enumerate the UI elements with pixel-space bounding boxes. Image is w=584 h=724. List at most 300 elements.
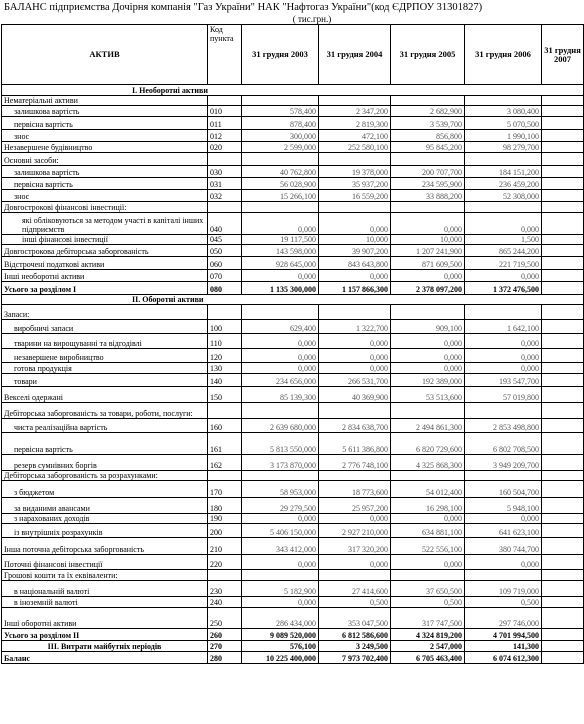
cell-value: 641 623,100 bbox=[465, 524, 542, 538]
row-label: Усього за розділом I bbox=[2, 282, 208, 295]
row-label: первісна вартість bbox=[2, 178, 208, 190]
cell-value bbox=[319, 153, 391, 166]
table-row bbox=[2, 403, 584, 419]
cell-value bbox=[319, 570, 391, 581]
cell-value: 0,500 bbox=[391, 597, 465, 608]
row-code: 040 bbox=[208, 213, 242, 235]
cell-value bbox=[542, 581, 584, 597]
cell-value: 6 705 463,400 bbox=[391, 652, 465, 664]
cell-value: 6 802 708,500 bbox=[465, 433, 542, 455]
cell-value: 286 434,000 bbox=[242, 608, 319, 629]
table-row bbox=[2, 570, 584, 581]
cell-value bbox=[542, 514, 584, 524]
cell-value bbox=[391, 153, 465, 166]
row-code: 200 bbox=[208, 524, 242, 538]
cell-value: 3 949 209,700 bbox=[465, 455, 542, 471]
table-row bbox=[2, 363, 584, 374]
row-code: 045 bbox=[208, 235, 242, 245]
row-label: Інші оборотні активи bbox=[2, 608, 208, 629]
row-code: 140 bbox=[208, 374, 242, 387]
header-asset: АКТИВ bbox=[2, 25, 208, 85]
table-row bbox=[2, 538, 584, 555]
row-label: Інша поточна дебіторська заборгованість bbox=[2, 538, 208, 555]
row-label: первісна вартість bbox=[2, 433, 208, 455]
row-label: Нематеріальні активи bbox=[2, 96, 208, 106]
cell-value bbox=[391, 202, 465, 213]
table-row bbox=[2, 374, 584, 387]
cell-value: 0,000 bbox=[391, 334, 465, 349]
total-row bbox=[2, 641, 584, 652]
cell-value: 2 834 638,700 bbox=[319, 419, 391, 433]
cell-value: 5 182,900 bbox=[242, 581, 319, 597]
row-label: Запаси: bbox=[2, 305, 208, 320]
table-row bbox=[2, 433, 584, 455]
table-row bbox=[2, 142, 584, 153]
table-row bbox=[2, 555, 584, 570]
cell-value bbox=[542, 257, 584, 270]
cell-value bbox=[542, 96, 584, 106]
cell-value: 4 325 868,300 bbox=[391, 455, 465, 471]
cell-value: 2 853 498,800 bbox=[465, 419, 542, 433]
cell-value bbox=[319, 471, 391, 481]
cell-value: 192 389,000 bbox=[391, 374, 465, 387]
row-code: 032 bbox=[208, 190, 242, 202]
cell-value: 878,400 bbox=[242, 117, 319, 130]
cell-value: 0,000 bbox=[319, 363, 391, 374]
cell-value: 0,000 bbox=[465, 213, 542, 235]
row-label: в національній валюті bbox=[2, 581, 208, 597]
cell-value: 2 819,300 bbox=[319, 117, 391, 130]
cell-value: 5 611 386,800 bbox=[319, 433, 391, 455]
cell-value: 33 888,200 bbox=[391, 190, 465, 202]
cell-value: 200 707,700 bbox=[391, 166, 465, 178]
units-note: ( тис.грн.) bbox=[292, 14, 332, 24]
row-label: інші фінансові інвестиції bbox=[2, 235, 208, 245]
row-label: Баланс bbox=[2, 652, 208, 664]
cell-value: 0,000 bbox=[465, 334, 542, 349]
cell-value: 871 609,500 bbox=[391, 257, 465, 270]
cell-value bbox=[542, 130, 584, 142]
cell-value: 2 682,900 bbox=[391, 106, 465, 117]
cell-value: 37 650,500 bbox=[391, 581, 465, 597]
row-code: 030 bbox=[208, 166, 242, 178]
row-label: знос bbox=[2, 130, 208, 142]
cell-value: 1 642,100 bbox=[465, 320, 542, 334]
cell-value: 193 547,700 bbox=[465, 374, 542, 387]
cell-value bbox=[542, 190, 584, 202]
cell-value: 9 089 520,000 bbox=[242, 629, 319, 641]
section-row bbox=[2, 295, 584, 305]
cell-value: 0,000 bbox=[242, 334, 319, 349]
header-year-2005: 31 грудня 2005 bbox=[391, 25, 465, 85]
cell-value bbox=[542, 363, 584, 374]
cell-value: 0,000 bbox=[319, 514, 391, 524]
cell-value: 141,300 bbox=[465, 641, 542, 652]
cell-value: 1 322,700 bbox=[319, 320, 391, 334]
row-code bbox=[208, 471, 242, 481]
cell-value: 56 028,900 bbox=[242, 178, 319, 190]
cell-value: 18 773,600 bbox=[319, 481, 391, 498]
cell-value: 0,000 bbox=[391, 349, 465, 363]
cell-value: 3 249,500 bbox=[319, 641, 391, 652]
section-title: I. Необоротні активи bbox=[2, 85, 584, 96]
table-row bbox=[2, 213, 584, 235]
total-row bbox=[2, 282, 584, 295]
cell-value: 16 559,200 bbox=[319, 190, 391, 202]
cell-value: 27 414,600 bbox=[319, 581, 391, 597]
row-label: за виданими авансами bbox=[2, 498, 208, 514]
table-row bbox=[2, 235, 584, 245]
cell-value: 317 747,500 bbox=[391, 608, 465, 629]
table-row bbox=[2, 514, 584, 524]
row-label: Основні засоби: bbox=[2, 153, 208, 166]
cell-value: 0,000 bbox=[319, 334, 391, 349]
cell-value bbox=[542, 305, 584, 320]
table-row bbox=[2, 305, 584, 320]
row-code: 130 bbox=[208, 363, 242, 374]
cell-value: 7 973 702,400 bbox=[319, 652, 391, 664]
cell-value bbox=[542, 524, 584, 538]
cell-value bbox=[542, 498, 584, 514]
cell-value bbox=[542, 245, 584, 257]
cell-value: 1 157 866,300 bbox=[319, 282, 391, 295]
row-label: з бюджетом bbox=[2, 481, 208, 498]
row-code: 161 bbox=[208, 433, 242, 455]
table-row bbox=[2, 117, 584, 130]
cell-value: 0,000 bbox=[391, 363, 465, 374]
row-code: 160 bbox=[208, 419, 242, 433]
row-code bbox=[208, 403, 242, 419]
cell-value bbox=[542, 334, 584, 349]
cell-value: 0,000 bbox=[391, 270, 465, 282]
table-row bbox=[2, 257, 584, 270]
cell-value bbox=[542, 433, 584, 455]
cell-value: 19 117,500 bbox=[242, 235, 319, 245]
section-title: II. Оборотні активи bbox=[2, 295, 584, 305]
row-code bbox=[208, 305, 242, 320]
row-code bbox=[208, 202, 242, 213]
cell-value bbox=[319, 403, 391, 419]
cell-value bbox=[542, 117, 584, 130]
cell-value: 3 173 870,000 bbox=[242, 455, 319, 471]
cell-value: 10 225 400,000 bbox=[242, 652, 319, 664]
cell-value: 2 927 210,000 bbox=[319, 524, 391, 538]
row-code: 100 bbox=[208, 320, 242, 334]
row-label: Інші необоротні активи bbox=[2, 270, 208, 282]
cell-value: 5 948,100 bbox=[465, 498, 542, 514]
row-code: 020 bbox=[208, 142, 242, 153]
row-code: 070 bbox=[208, 270, 242, 282]
cell-value: 0,000 bbox=[319, 213, 391, 235]
cell-value: 40 369,900 bbox=[319, 387, 391, 403]
cell-value bbox=[542, 629, 584, 641]
cell-value bbox=[319, 96, 391, 106]
cell-value: 95 845,200 bbox=[391, 142, 465, 153]
cell-value: 39 907,200 bbox=[319, 245, 391, 257]
row-label: III. Витрати майбутніх періодів bbox=[2, 641, 208, 652]
cell-value: 52 308,000 bbox=[465, 190, 542, 202]
cell-value bbox=[542, 403, 584, 419]
cell-value: 629,400 bbox=[242, 320, 319, 334]
row-code: 011 bbox=[208, 117, 242, 130]
cell-value: 0,000 bbox=[242, 555, 319, 570]
cell-value: 5 406 150,000 bbox=[242, 524, 319, 538]
cell-value: 1 990,100 bbox=[465, 130, 542, 142]
cell-value bbox=[465, 403, 542, 419]
table-row bbox=[2, 166, 584, 178]
cell-value: 0,000 bbox=[242, 349, 319, 363]
header-year-2006: 31 грудня 2006 bbox=[465, 25, 542, 85]
cell-value: 25 957,200 bbox=[319, 498, 391, 514]
cell-value: 143 598,000 bbox=[242, 245, 319, 257]
row-label: тварини на вирощуванні та відгодівлі bbox=[2, 334, 208, 349]
cell-value: 0,000 bbox=[242, 514, 319, 524]
row-label: Векселі одержані bbox=[2, 387, 208, 403]
cell-value bbox=[242, 153, 319, 166]
table-row bbox=[2, 106, 584, 117]
cell-value: 353 047,500 bbox=[319, 608, 391, 629]
cell-value bbox=[391, 403, 465, 419]
table-row bbox=[2, 334, 584, 349]
cell-value: 0,000 bbox=[465, 363, 542, 374]
cell-value bbox=[242, 96, 319, 106]
cell-value: 578,400 bbox=[242, 106, 319, 117]
table-row bbox=[2, 471, 584, 481]
table-row bbox=[2, 608, 584, 629]
cell-value: 15 266,100 bbox=[242, 190, 319, 202]
cell-value: 0,000 bbox=[242, 270, 319, 282]
cell-value: 300,000 bbox=[242, 130, 319, 142]
cell-value bbox=[542, 570, 584, 581]
cell-value: 0,000 bbox=[465, 514, 542, 524]
row-code bbox=[208, 96, 242, 106]
cell-value: 4 701 994,500 bbox=[465, 629, 542, 641]
header-year-2004: 31 грудня 2004 bbox=[319, 25, 391, 85]
cell-value bbox=[542, 106, 584, 117]
cell-value: 6 820 729,600 bbox=[391, 433, 465, 455]
cell-value: 317 320,200 bbox=[319, 538, 391, 555]
cell-value bbox=[542, 374, 584, 387]
row-code: 012 bbox=[208, 130, 242, 142]
cell-value bbox=[542, 538, 584, 555]
table-row bbox=[2, 387, 584, 403]
cell-value bbox=[542, 153, 584, 166]
total-row bbox=[2, 652, 584, 664]
table-row bbox=[2, 581, 584, 597]
row-code: 230 bbox=[208, 581, 242, 597]
header-row bbox=[2, 25, 584, 85]
cell-value bbox=[465, 570, 542, 581]
table-row bbox=[2, 597, 584, 608]
cell-value bbox=[542, 320, 584, 334]
row-label: Довгострокова дебіторська заборгованість bbox=[2, 245, 208, 257]
row-label: Відстрочені податкові активи bbox=[2, 257, 208, 270]
row-label: товари bbox=[2, 374, 208, 387]
cell-value: 0,000 bbox=[319, 349, 391, 363]
row-label: Незавершене будівництво bbox=[2, 142, 208, 153]
cell-value: 16 298,100 bbox=[391, 498, 465, 514]
cell-value: 19 378,000 bbox=[319, 166, 391, 178]
cell-value: 6 074 612,300 bbox=[465, 652, 542, 664]
table-row bbox=[2, 270, 584, 282]
row-label: залишкова вартість bbox=[2, 166, 208, 178]
row-label: готова продукція bbox=[2, 363, 208, 374]
cell-value: 2 547,000 bbox=[391, 641, 465, 652]
cell-value bbox=[542, 641, 584, 652]
cell-value: 2 599,000 bbox=[242, 142, 319, 153]
row-code: 240 bbox=[208, 597, 242, 608]
cell-value: 909,100 bbox=[391, 320, 465, 334]
cell-value bbox=[542, 481, 584, 498]
header-code: Код пункта bbox=[208, 25, 242, 85]
cell-value: 843 643,800 bbox=[319, 257, 391, 270]
cell-value bbox=[542, 597, 584, 608]
row-code bbox=[208, 153, 242, 166]
row-code: 150 bbox=[208, 387, 242, 403]
cell-value: 3 080,400 bbox=[465, 106, 542, 117]
table-row bbox=[2, 455, 584, 471]
cell-value bbox=[542, 202, 584, 213]
cell-value bbox=[242, 471, 319, 481]
row-label: Дебіторська заборгованість за товари, роботи, послуги: bbox=[2, 403, 208, 419]
cell-value: 2 776 748,100 bbox=[319, 455, 391, 471]
row-code: 280 bbox=[208, 652, 242, 664]
row-code: 260 bbox=[208, 629, 242, 641]
table-row bbox=[2, 96, 584, 106]
row-code: 120 bbox=[208, 349, 242, 363]
cell-value: 0,000 bbox=[391, 213, 465, 235]
cell-value: 1,500 bbox=[465, 235, 542, 245]
row-code bbox=[208, 570, 242, 581]
cell-value: 54 012,400 bbox=[391, 481, 465, 498]
table-row bbox=[2, 202, 584, 213]
row-label: залишкова вартість bbox=[2, 106, 208, 117]
cell-value: 234 595,900 bbox=[391, 178, 465, 190]
cell-value: 98 279,700 bbox=[465, 142, 542, 153]
balance-table bbox=[1, 24, 584, 664]
cell-value: 576,100 bbox=[242, 641, 319, 652]
page-title: БАЛАНС підприємства Дочірня компанія "Газ України" НАК "Нафтогаз України"(код ЄДРПОУ 31301827) bbox=[4, 2, 483, 13]
cell-value: 0,000 bbox=[391, 555, 465, 570]
cell-value: 522 556,100 bbox=[391, 538, 465, 555]
section-row bbox=[2, 85, 584, 96]
cell-value: 472,100 bbox=[319, 130, 391, 142]
row-code: 110 bbox=[208, 334, 242, 349]
row-label: Усього за розділом II bbox=[2, 629, 208, 641]
cell-value: 297 746,000 bbox=[465, 608, 542, 629]
row-label: Дебіторська заборгованість за розрахунками: bbox=[2, 471, 208, 481]
row-label: Поточні фінансові інвестиції bbox=[2, 555, 208, 570]
cell-value: 0,000 bbox=[319, 555, 391, 570]
cell-value: 35 937,200 bbox=[319, 178, 391, 190]
cell-value bbox=[542, 213, 584, 235]
cell-value bbox=[391, 471, 465, 481]
row-code: 162 bbox=[208, 455, 242, 471]
table-row bbox=[2, 190, 584, 202]
cell-value: 0,500 bbox=[465, 597, 542, 608]
cell-value bbox=[542, 455, 584, 471]
row-code: 250 bbox=[208, 608, 242, 629]
row-label: Грошові кошти та їх еквіваленти: bbox=[2, 570, 208, 581]
cell-value: 2 639 680,000 bbox=[242, 419, 319, 433]
cell-value: 343 412,000 bbox=[242, 538, 319, 555]
cell-value bbox=[465, 96, 542, 106]
table-row bbox=[2, 320, 584, 334]
cell-value bbox=[391, 305, 465, 320]
cell-value: 2 347,200 bbox=[319, 106, 391, 117]
cell-value bbox=[542, 608, 584, 629]
row-label: які обліковуються за методом участі в капіталі інших підприємств bbox=[2, 213, 208, 235]
row-label: з нарахованих доходів bbox=[2, 514, 208, 524]
cell-value: 1 372 476,500 bbox=[465, 282, 542, 295]
row-label: чиста реалізаційна вартість bbox=[2, 419, 208, 433]
row-label: Довгострокові фінансові інвестиції: bbox=[2, 202, 208, 213]
cell-value bbox=[542, 471, 584, 481]
cell-value bbox=[542, 282, 584, 295]
cell-value: 109 719,000 bbox=[465, 581, 542, 597]
cell-value: 928 645,000 bbox=[242, 257, 319, 270]
row-code: 031 bbox=[208, 178, 242, 190]
cell-value bbox=[542, 142, 584, 153]
cell-value: 58 953,000 bbox=[242, 481, 319, 498]
cell-value bbox=[242, 570, 319, 581]
cell-value: 160 504,700 bbox=[465, 481, 542, 498]
table-row bbox=[2, 178, 584, 190]
table-row bbox=[2, 481, 584, 498]
cell-value: 856,800 bbox=[391, 130, 465, 142]
cell-value: 0,000 bbox=[465, 270, 542, 282]
cell-value bbox=[542, 235, 584, 245]
cell-value: 2 378 097,200 bbox=[391, 282, 465, 295]
header-year-2007: 31 грудня 2007 bbox=[542, 25, 584, 85]
total-row bbox=[2, 629, 584, 641]
cell-value: 865 244,200 bbox=[465, 245, 542, 257]
cell-value: 1 135 300,000 bbox=[242, 282, 319, 295]
cell-value bbox=[465, 153, 542, 166]
table-row bbox=[2, 153, 584, 166]
cell-value: 3 539,700 bbox=[391, 117, 465, 130]
cell-value: 2 494 861,300 bbox=[391, 419, 465, 433]
row-label: із внутрішніх розрахунків bbox=[2, 524, 208, 538]
row-code: 080 bbox=[208, 282, 242, 295]
cell-value bbox=[542, 166, 584, 178]
cell-value: 252 580,100 bbox=[319, 142, 391, 153]
row-label: резерв сумнівних боргів bbox=[2, 455, 208, 471]
row-code: 270 bbox=[208, 641, 242, 652]
row-code: 220 bbox=[208, 555, 242, 570]
cell-value: 1 207 241,900 bbox=[391, 245, 465, 257]
cell-value: 4 324 819,200 bbox=[391, 629, 465, 641]
cell-value bbox=[391, 96, 465, 106]
cell-value bbox=[542, 419, 584, 433]
table-row bbox=[2, 349, 584, 363]
row-label: знос bbox=[2, 190, 208, 202]
cell-value bbox=[542, 349, 584, 363]
cell-value bbox=[542, 555, 584, 570]
row-label: первісна вартість bbox=[2, 117, 208, 130]
cell-value: 57 019,800 bbox=[465, 387, 542, 403]
cell-value: 40 762,800 bbox=[242, 166, 319, 178]
cell-value: 0,000 bbox=[242, 213, 319, 235]
table-row bbox=[2, 419, 584, 433]
cell-value bbox=[465, 202, 542, 213]
cell-value: 0,000 bbox=[391, 514, 465, 524]
table-row bbox=[2, 498, 584, 514]
cell-value bbox=[542, 652, 584, 664]
table-row bbox=[2, 130, 584, 142]
cell-value: 221 719,500 bbox=[465, 257, 542, 270]
cell-value bbox=[542, 387, 584, 403]
